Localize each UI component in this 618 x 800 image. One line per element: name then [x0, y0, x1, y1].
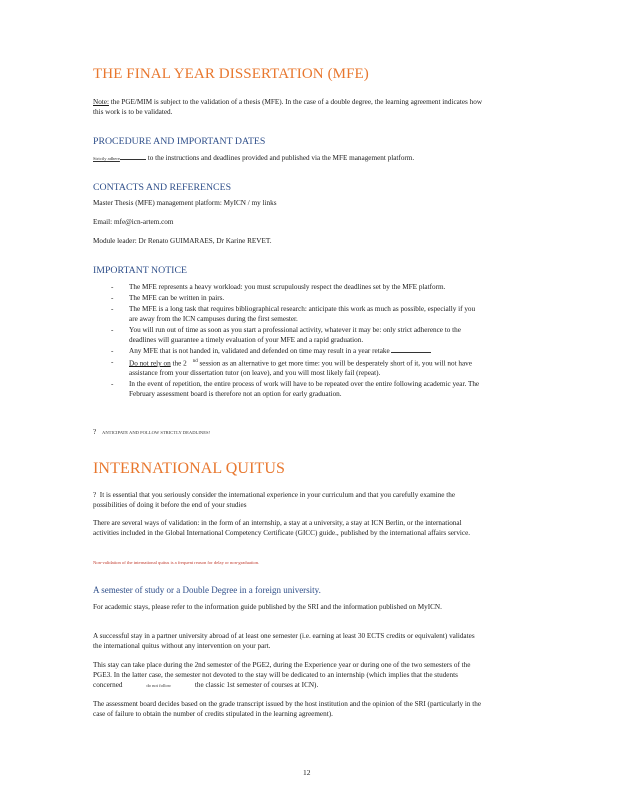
quitus-title: INTERNATIONAL QUITUS [93, 460, 286, 477]
procedure-heading: PROCEDURE AND IMPORTANT DATES [93, 136, 266, 147]
contact-module-leader: Module leader: Dr Renato GUIMARAES, Dr Karine REVET. [93, 237, 272, 245]
notice-item: - Do not rely on the 2 $^{nd}$ session as an alternative to get more time: you will be desperately short of it, you will not have assistance from your dissertation tutor (on leave), and you will most likely fail (repeat). [111, 358, 472, 378]
notice-item: - The MFE is a long task that requires bibliographical research: anticipate this work as much as possible, especially if you are away from the ICN campuses during the first semester. [111, 305, 476, 323]
anticipate-mark: ? [93, 428, 97, 436]
procedure-blank [120, 153, 146, 160]
intro-text: It is essential that you seriously consider the international experience in your curriculum and that you carefully examine the possibilities of doing it before the end of your studies [93, 491, 456, 509]
notice-item: - The MFE can be written in pairs. [111, 294, 225, 302]
notice-list [93, 282, 485, 400]
mfe-title: THE FINAL YEAR DISSERTATION (MFE) [93, 66, 369, 82]
quitus-stay-paragraph [93, 660, 485, 691]
mfe-note [93, 97, 485, 117]
note-label: Note: [93, 98, 109, 106]
page-number: 12 [303, 768, 311, 777]
quitus-board-paragraph: The assessment board decides based on the grade transcript issued by the host institution and the opinion of the SRI (particularly in the case of failure to obtain the number of credits stipulated in the learning agreement). [93, 700, 482, 718]
quitus-intro [93, 490, 485, 510]
procedure-text: to the instructions and deadlines provided and published via the MFE management platform. [147, 154, 415, 162]
quitus-paragraph: For academic stays, please refer to the information guide published by the SRI and the information published on MyICN. [93, 603, 442, 611]
contacts-heading: CONTACTS AND REFERENCES [93, 182, 232, 193]
contact-platform: Master Thesis (MFE) management platform: MyICN / my links [93, 199, 277, 207]
quitus-paragraph: A successful stay in a partner university abroad of at least one semester (i.e. earning at least 30 ECTS credits or equivalent) validates the international quitus without any intervention on your part. [93, 632, 475, 650]
procedure-line [93, 153, 513, 164]
stay-text-b: the classic 1st semester of courses at ICN). [194, 681, 319, 689]
stay-small: do not follow [146, 683, 172, 688]
stay-text-a: This stay can take place during the 2nd semester of the PGE2, during the Experience year or during one of the two semesters of the PGE3. In the latter case, the semester not devoted to the stay will be dedicated to an internship (which implies that the students concerned [93, 661, 471, 689]
quitus-warning: Non-validation of the international quitus is a frequent reason for delay or non-graduation. [93, 560, 260, 565]
semester-heading: A semester of study or a Double Degree in a foreign university. [93, 585, 321, 595]
notice-item: - In the event of repetition, the entire process of work will have to be repeated over the entire following academic year. The February assessment board is therefore not an option for early graduation. [111, 380, 480, 399]
notice-item: - You will run out of time as soon as you start a professional activity, whatever it may be: only strict adherence to the deadlines will guarantee a timely evaluation of your MFE and a rapid graduation. [111, 326, 461, 344]
notice-heading: IMPORTANT NOTICE [93, 265, 187, 276]
anticipate-line [93, 427, 210, 438]
notice-item: - The MFE represents a heavy workload: you must scrupulously respect the deadlines set by the MFE platform. [111, 283, 446, 291]
intro-mark: ? [93, 491, 97, 499]
quitus-ways: There are several ways of validation: in the form of an internship, a stay at a university, a stay at ICN Berlin, or the international activities included in the Global International Competency Certificate (GICC) guide., published by the international affairs service. [93, 519, 471, 537]
anticipate-text: ANTICIPATE AND FOLLOW STRICTLY DEADLINES! [102, 430, 211, 435]
note-text: the PGE/MIM is subject to the validation of a thesis (MFE). In the case of a double degree, the learning agreement indicates how this work is to be validated. [93, 98, 483, 116]
notice-item: - Any MFE that is not handed in, validated and defended on time may result in a year retake [93, 346, 485, 356]
contact-email: Email: mfe@icn-artem.com [93, 218, 174, 226]
procedure-lead: Strictly adhere [93, 156, 120, 161]
